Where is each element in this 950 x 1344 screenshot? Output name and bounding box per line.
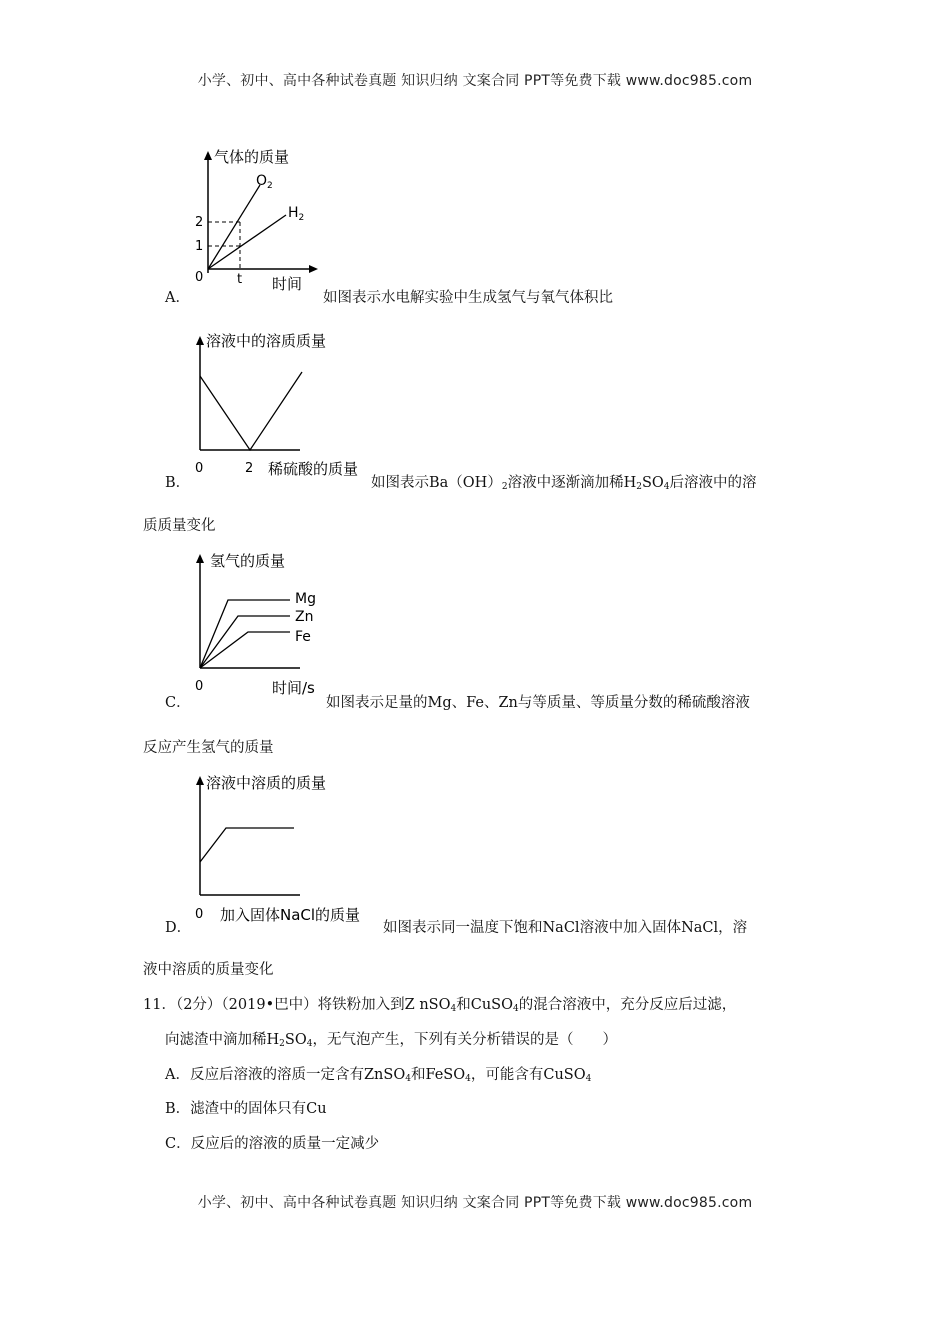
graph-d-x-label: 加入固体NaCl的质量 — [220, 906, 361, 924]
graph-a-x-label: 时间 — [272, 275, 303, 293]
graph-a-o2-line — [208, 185, 260, 269]
page-footer: 小学、初中、高中各种试卷真题 知识归纳 文案合同 PPT等免费下载 www.doc985.com — [197, 1195, 753, 1211]
graph-d-line — [200, 828, 294, 862]
graph-d-origin: 0 — [195, 907, 204, 922]
graph-b-y-label: 溶液中的溶质质量 — [206, 332, 327, 350]
q11-option-b: B．滤渣中的固体只有Cu — [165, 1101, 327, 1117]
graph-b-v-line — [200, 372, 302, 450]
graph-a-tick-1: 1 — [195, 239, 204, 254]
graph-c-zn-label: Zn — [295, 609, 314, 625]
page-header: 小学、初中、高中各种试卷真题 知识归纳 文案合同 PPT等免费下载 www.doc985.com — [197, 73, 753, 89]
option-a-label: A． — [165, 290, 190, 306]
graph-a-tick-2: 2 — [195, 215, 204, 230]
option-b-text-continued: 质质量变化 — [143, 518, 216, 534]
graph-a-h2-label: $H_2$ — [288, 205, 305, 223]
option-c-label: C． — [165, 695, 191, 711]
graph-a-electrolysis — [190, 145, 330, 295]
graph-c-x-label: 时间/s — [272, 679, 315, 697]
graph-c-y-label: 氢气的质量 — [210, 552, 286, 570]
graph-c-mg-label: Mg — [295, 591, 316, 607]
option-b-label: B． — [165, 475, 191, 491]
option-c-text: 如图表示足量的Mg、Fe、Zn与等质量、等质量分数的稀硫酸溶液 — [326, 695, 750, 711]
graph-b-origin: 0 — [195, 461, 204, 476]
option-b-text: 如图表示$Ba(OH)_2$溶液中逐渐滴加稀$H_2SO_4$后溶液中的溶 — [371, 475, 757, 492]
graph-c-zn-line — [200, 616, 290, 668]
graph-d-nacl — [190, 770, 385, 925]
graph-d-y-label: 溶液中溶质的质量 — [206, 774, 327, 792]
option-d-text-continued: 液中溶质的质量变化 — [143, 962, 274, 978]
graph-a-o2-label: $O_2$ — [256, 173, 273, 191]
graph-c-fe-label: Fe — [295, 629, 311, 645]
graph-b-x-label: 稀硫酸的质量 — [268, 460, 359, 478]
graph-a-tick-t: t — [237, 272, 243, 287]
q11-line-1: 11．（2分）（2019•巴中）将铁粉加入到Z nSO$_4$和CuSO$_4$的混合溶液中，充分反应后过滤， — [143, 997, 737, 1014]
q11-option-c: C．反应后的溶液的质量一定减少 — [165, 1136, 380, 1152]
q11-line-2: 向滤渣中滴加稀$H_2SO_4$，无气泡产生，下列有关分析错误的是（ ） — [165, 1032, 617, 1049]
graph-c-hydrogen — [190, 548, 330, 703]
option-d-text: 如图表示同一温度下饱和NaCl溶液中加入固体NaCl，溶 — [383, 920, 748, 936]
graph-c-origin: 0 — [195, 679, 204, 694]
graph-b-titration — [190, 330, 375, 480]
graph-a-h2-line — [208, 215, 286, 269]
graph-a-origin: 0 — [195, 270, 204, 285]
graph-a-y-label: 气体的质量 — [214, 148, 290, 166]
option-a-text: 如图表示水电解实验中生成氢气与氧气体积比 — [323, 290, 613, 306]
option-d-label: D． — [165, 920, 192, 936]
option-c-text-continued: 反应产生氢气的质量 — [143, 740, 274, 756]
q11-option-a: A．反应后溶液的溶质一定含有ZnSO$_4$和FeSO$_4$，可能含有CuSO$_4$ — [165, 1067, 592, 1084]
graph-b-tick-2: 2 — [245, 461, 254, 476]
